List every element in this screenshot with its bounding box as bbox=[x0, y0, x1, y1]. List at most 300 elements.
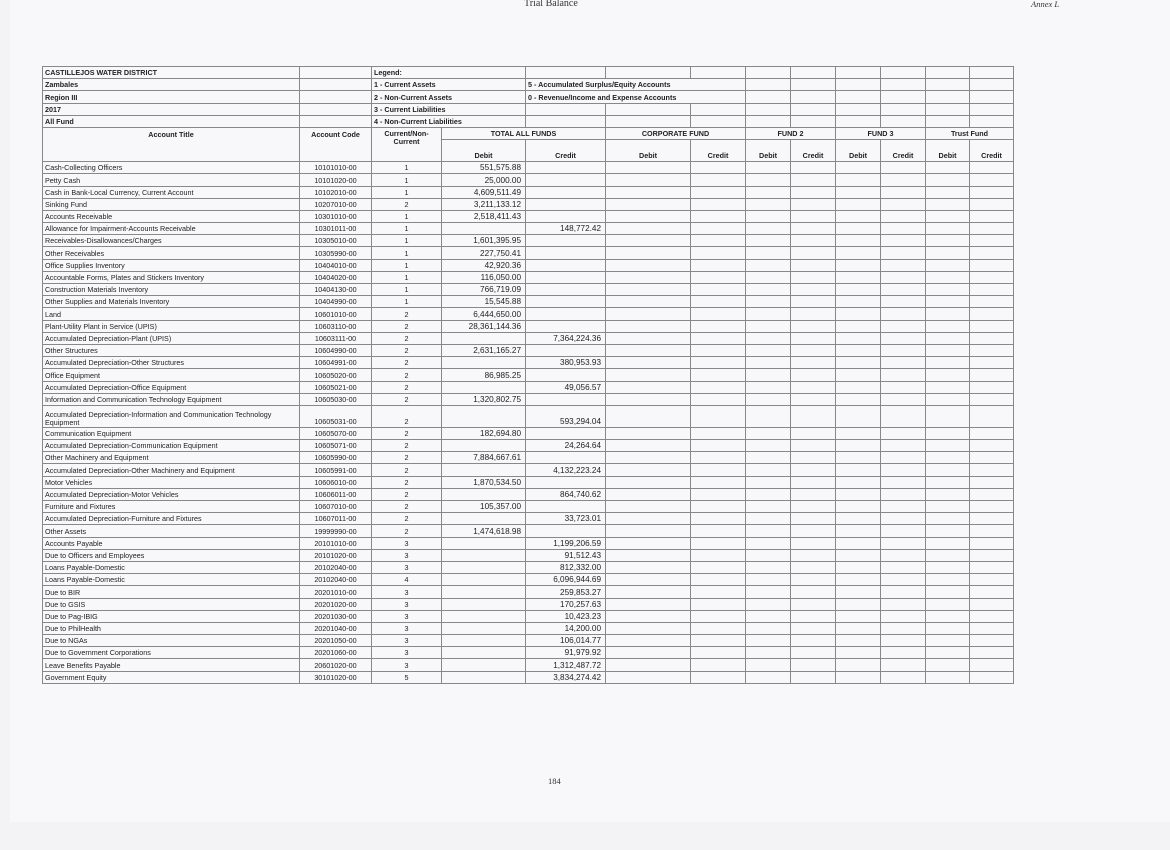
empty-fund-cell bbox=[926, 549, 970, 561]
empty-fund-cell bbox=[791, 513, 836, 525]
empty-fund-cell bbox=[791, 284, 836, 296]
current-noncurrent: 2 bbox=[372, 440, 442, 452]
current-noncurrent: 2 bbox=[372, 525, 442, 537]
fund3-header: FUND 3 bbox=[836, 127, 926, 139]
empty-fund-cell bbox=[691, 537, 746, 549]
empty-fund-cell bbox=[791, 405, 836, 427]
empty-fund-cell bbox=[881, 210, 926, 222]
empty-fund-cell bbox=[836, 174, 881, 186]
account-code: 19999990-00 bbox=[300, 525, 372, 537]
debit-amount: 4,609,511.49 bbox=[442, 186, 526, 198]
empty-fund-cell bbox=[691, 186, 746, 198]
empty-fund-cell bbox=[691, 174, 746, 186]
account-code: 20201050-00 bbox=[300, 635, 372, 647]
empty-fund-cell bbox=[606, 464, 691, 476]
empty-fund-cell bbox=[606, 647, 691, 659]
empty-fund-cell bbox=[881, 574, 926, 586]
account-title: Accumulated Depreciation-Furniture and Fixtures bbox=[43, 513, 300, 525]
empty-fund-cell bbox=[606, 271, 691, 283]
debit-amount: 766,719.09 bbox=[442, 284, 526, 296]
debit-amount bbox=[442, 647, 526, 659]
empty-fund-cell bbox=[746, 284, 791, 296]
empty-fund-cell bbox=[881, 247, 926, 259]
empty-fund-cell bbox=[970, 247, 1014, 259]
empty-fund-cell bbox=[791, 549, 836, 561]
empty-fund-cell bbox=[881, 271, 926, 283]
empty-fund-cell bbox=[691, 622, 746, 634]
empty-fund-cell bbox=[606, 381, 691, 393]
empty-fund-cell bbox=[881, 671, 926, 683]
table-row bbox=[43, 647, 1014, 659]
account-code: 20101020-00 bbox=[300, 549, 372, 561]
empty-fund-cell bbox=[746, 332, 791, 344]
empty-fund-cell bbox=[970, 561, 1014, 573]
empty-fund-cell bbox=[606, 659, 691, 671]
empty-fund-cell bbox=[970, 405, 1014, 427]
empty-fund-cell bbox=[836, 186, 881, 198]
empty-fund-cell bbox=[881, 586, 926, 598]
debit-amount: 2,631,165.27 bbox=[442, 344, 526, 356]
empty-fund-cell bbox=[926, 296, 970, 308]
empty-fund-cell bbox=[691, 393, 746, 405]
empty-fund-cell bbox=[836, 308, 881, 320]
empty-fund-cell bbox=[970, 647, 1014, 659]
current-noncurrent-header: Current/Non-Current bbox=[372, 127, 442, 161]
debit-amount bbox=[442, 586, 526, 598]
empty-fund-cell bbox=[970, 598, 1014, 610]
account-title: Due to Pag-IBIG bbox=[43, 610, 300, 622]
account-title: Accumulated Depreciation-Other Structures bbox=[43, 357, 300, 369]
current-noncurrent: 2 bbox=[372, 452, 442, 464]
empty-fund-cell bbox=[970, 393, 1014, 405]
credit-amount: 593,294.04 bbox=[526, 405, 606, 427]
table-row bbox=[43, 320, 1014, 332]
empty-fund-cell bbox=[791, 574, 836, 586]
region: Region III bbox=[43, 91, 300, 103]
credit-amount: 91,979.92 bbox=[526, 647, 606, 659]
debit-amount: 15,545.88 bbox=[442, 296, 526, 308]
empty-fund-cell bbox=[606, 405, 691, 427]
empty-fund-cell bbox=[746, 610, 791, 622]
empty-fund-cell bbox=[836, 369, 881, 381]
debit-amount bbox=[442, 381, 526, 393]
account-title: Plant-Utility Plant in Service (UPIS) bbox=[43, 320, 300, 332]
account-title: Loans Payable-Domestic bbox=[43, 574, 300, 586]
empty-fund-cell bbox=[970, 610, 1014, 622]
empty-fund-cell bbox=[746, 369, 791, 381]
empty-fund-cell bbox=[926, 671, 970, 683]
empty-fund-cell bbox=[791, 671, 836, 683]
table-row bbox=[43, 186, 1014, 198]
credit-amount bbox=[526, 284, 606, 296]
empty-fund-cell bbox=[791, 427, 836, 439]
empty-fund-cell bbox=[970, 549, 1014, 561]
empty-fund-cell bbox=[606, 210, 691, 222]
account-title: Information and Communication Technology Equipment bbox=[43, 393, 300, 405]
empty-fund-cell bbox=[926, 501, 970, 513]
empty-fund-cell bbox=[970, 488, 1014, 500]
empty-fund-cell bbox=[836, 549, 881, 561]
empty-fund-cell bbox=[881, 464, 926, 476]
debit-amount: 1,320,802.75 bbox=[442, 393, 526, 405]
table-row bbox=[43, 247, 1014, 259]
debit-amount: 1,474,618.98 bbox=[442, 525, 526, 537]
current-noncurrent: 1 bbox=[372, 210, 442, 222]
empty-fund-cell bbox=[970, 344, 1014, 356]
empty-fund-cell bbox=[881, 381, 926, 393]
empty-fund-cell bbox=[926, 332, 970, 344]
empty-fund-cell bbox=[791, 210, 836, 222]
empty-fund-cell bbox=[881, 501, 926, 513]
empty-fund-cell bbox=[691, 405, 746, 427]
current-noncurrent: 2 bbox=[372, 344, 442, 356]
current-noncurrent: 1 bbox=[372, 223, 442, 235]
current-noncurrent: 2 bbox=[372, 476, 442, 488]
table-row bbox=[43, 344, 1014, 356]
current-noncurrent: 2 bbox=[372, 369, 442, 381]
account-code: 20201040-00 bbox=[300, 622, 372, 634]
empty-fund-cell bbox=[746, 427, 791, 439]
empty-fund-cell bbox=[791, 647, 836, 659]
empty-fund-cell bbox=[791, 259, 836, 271]
empty-fund-cell bbox=[881, 284, 926, 296]
empty-fund-cell bbox=[836, 488, 881, 500]
table-row bbox=[43, 610, 1014, 622]
current-noncurrent: 1 bbox=[372, 296, 442, 308]
empty-fund-cell bbox=[746, 162, 791, 174]
empty-fund-cell bbox=[791, 296, 836, 308]
trial-balance-table bbox=[42, 66, 1014, 684]
debit-header: Debit bbox=[606, 140, 691, 162]
empty-fund-cell bbox=[881, 223, 926, 235]
empty-fund-cell bbox=[746, 647, 791, 659]
empty-fund-cell bbox=[691, 198, 746, 210]
empty-fund-cell bbox=[606, 393, 691, 405]
empty-fund-cell bbox=[791, 586, 836, 598]
empty-fund-cell bbox=[746, 344, 791, 356]
table-row bbox=[43, 440, 1014, 452]
empty-fund-cell bbox=[836, 162, 881, 174]
empty-fund-cell bbox=[970, 381, 1014, 393]
empty-fund-cell bbox=[746, 537, 791, 549]
table-row bbox=[43, 586, 1014, 598]
empty-fund-cell bbox=[926, 464, 970, 476]
account-code: 10605020-00 bbox=[300, 369, 372, 381]
account-code: 10603110-00 bbox=[300, 320, 372, 332]
empty-fund-cell bbox=[606, 344, 691, 356]
empty-fund-cell bbox=[881, 332, 926, 344]
account-title: Accumulated Depreciation-Information and Communication Technology Equipment bbox=[43, 405, 300, 427]
account-code: 10601010-00 bbox=[300, 308, 372, 320]
empty-fund-cell bbox=[970, 235, 1014, 247]
current-noncurrent: 2 bbox=[372, 357, 442, 369]
account-title: Accumulated Depreciation-Motor Vehicles bbox=[43, 488, 300, 500]
empty-fund-cell bbox=[746, 440, 791, 452]
account-code: 10404990-00 bbox=[300, 296, 372, 308]
empty-fund-cell bbox=[606, 198, 691, 210]
account-title: Office Supplies Inventory bbox=[43, 259, 300, 271]
empty-fund-cell bbox=[970, 174, 1014, 186]
total-all-funds-header: TOTAL ALL FUNDS bbox=[442, 127, 606, 139]
credit-amount: 6,096,944.69 bbox=[526, 574, 606, 586]
credit-amount bbox=[526, 198, 606, 210]
account-title: Accounts Payable bbox=[43, 537, 300, 549]
credit-amount: 170,257.63 bbox=[526, 598, 606, 610]
empty-fund-cell bbox=[881, 610, 926, 622]
current-noncurrent: 2 bbox=[372, 332, 442, 344]
table-row bbox=[43, 537, 1014, 549]
account-title: Due to GSIS bbox=[43, 598, 300, 610]
credit-amount: 7,364,224.36 bbox=[526, 332, 606, 344]
empty-fund-cell bbox=[881, 320, 926, 332]
empty-fund-cell bbox=[836, 427, 881, 439]
account-code: 10305010-00 bbox=[300, 235, 372, 247]
empty-fund-cell bbox=[691, 561, 746, 573]
debit-amount bbox=[442, 223, 526, 235]
empty-fund-cell bbox=[606, 162, 691, 174]
account-code: 10301011-00 bbox=[300, 223, 372, 235]
empty-fund-cell bbox=[881, 393, 926, 405]
empty-fund-cell bbox=[791, 223, 836, 235]
credit-amount: 106,014.77 bbox=[526, 635, 606, 647]
empty-fund-cell bbox=[926, 488, 970, 500]
empty-fund-cell bbox=[606, 488, 691, 500]
credit-amount bbox=[526, 174, 606, 186]
empty-fund-cell bbox=[691, 381, 746, 393]
empty-fund-cell bbox=[606, 574, 691, 586]
empty-fund-cell bbox=[836, 452, 881, 464]
current-noncurrent: 2 bbox=[372, 308, 442, 320]
account-title: Office Equipment bbox=[43, 369, 300, 381]
debit-amount bbox=[442, 440, 526, 452]
account-code: 10607011-00 bbox=[300, 513, 372, 525]
debit-amount: 551,575.88 bbox=[442, 162, 526, 174]
entity-name: CASTILLEJOS WATER DISTRICT bbox=[43, 67, 300, 79]
empty-fund-cell bbox=[926, 537, 970, 549]
current-noncurrent: 1 bbox=[372, 271, 442, 283]
empty-fund-cell bbox=[746, 525, 791, 537]
empty-fund-cell bbox=[606, 525, 691, 537]
empty-fund-cell bbox=[881, 259, 926, 271]
legend-title: Legend: bbox=[372, 67, 526, 79]
empty-fund-cell bbox=[691, 308, 746, 320]
empty-fund-cell bbox=[970, 320, 1014, 332]
empty-fund-cell bbox=[606, 610, 691, 622]
account-code: 10404010-00 bbox=[300, 259, 372, 271]
credit-amount bbox=[526, 296, 606, 308]
current-noncurrent: 1 bbox=[372, 259, 442, 271]
empty-fund-cell bbox=[691, 647, 746, 659]
empty-fund-cell bbox=[926, 635, 970, 647]
debit-header: Debit bbox=[746, 140, 791, 162]
empty-fund-cell bbox=[926, 235, 970, 247]
empty-fund-cell bbox=[926, 320, 970, 332]
empty-fund-cell bbox=[691, 344, 746, 356]
empty-fund-cell bbox=[836, 405, 881, 427]
table-row bbox=[43, 476, 1014, 488]
empty-fund-cell bbox=[881, 344, 926, 356]
empty-fund-cell bbox=[926, 344, 970, 356]
empty-fund-cell bbox=[746, 671, 791, 683]
empty-fund-cell bbox=[746, 586, 791, 598]
empty-fund-cell bbox=[746, 452, 791, 464]
table-row bbox=[43, 332, 1014, 344]
empty-fund-cell bbox=[791, 501, 836, 513]
empty-fund-cell bbox=[926, 622, 970, 634]
empty-fund-cell bbox=[836, 344, 881, 356]
credit-amount: 1,312,487.72 bbox=[526, 659, 606, 671]
empty-fund-cell bbox=[746, 235, 791, 247]
empty-fund-cell bbox=[606, 598, 691, 610]
account-code: 10605071-00 bbox=[300, 440, 372, 452]
credit-amount: 1,199,206.59 bbox=[526, 537, 606, 549]
account-code: 10605031-00 bbox=[300, 405, 372, 427]
empty-fund-cell bbox=[836, 332, 881, 344]
debit-header: Debit bbox=[442, 140, 526, 162]
empty-fund-cell bbox=[926, 610, 970, 622]
empty-fund-cell bbox=[881, 308, 926, 320]
debit-header: Debit bbox=[926, 140, 970, 162]
debit-amount bbox=[442, 574, 526, 586]
empty-fund-cell bbox=[791, 561, 836, 573]
account-title: Loans Payable-Domestic bbox=[43, 561, 300, 573]
legend-item: 1 - Current Assets bbox=[372, 79, 526, 91]
info-row bbox=[43, 79, 1014, 91]
credit-amount: 49,056.57 bbox=[526, 381, 606, 393]
credit-header: Credit bbox=[691, 140, 746, 162]
empty-fund-cell bbox=[791, 537, 836, 549]
empty-fund-cell bbox=[836, 271, 881, 283]
year: 2017 bbox=[43, 103, 300, 115]
table-row bbox=[43, 488, 1014, 500]
empty-fund-cell bbox=[881, 561, 926, 573]
debit-amount: 1,601,395.95 bbox=[442, 235, 526, 247]
empty-fund-cell bbox=[606, 440, 691, 452]
empty-fund-cell bbox=[881, 198, 926, 210]
empty-fund-cell bbox=[881, 635, 926, 647]
empty-fund-cell bbox=[881, 525, 926, 537]
page-number: 184 bbox=[548, 776, 561, 786]
credit-amount bbox=[526, 259, 606, 271]
empty-fund-cell bbox=[691, 259, 746, 271]
current-noncurrent: 3 bbox=[372, 537, 442, 549]
account-code: 10605030-00 bbox=[300, 393, 372, 405]
account-title: Land bbox=[43, 308, 300, 320]
credit-amount: 148,772.42 bbox=[526, 223, 606, 235]
account-code: 10606011-00 bbox=[300, 488, 372, 500]
document-title: Trial Balance bbox=[524, 0, 578, 9]
debit-amount bbox=[442, 549, 526, 561]
empty-fund-cell bbox=[926, 271, 970, 283]
empty-fund-cell bbox=[881, 296, 926, 308]
debit-amount bbox=[442, 513, 526, 525]
empty-fund-cell bbox=[881, 476, 926, 488]
account-title: Government Equity bbox=[43, 671, 300, 683]
empty-fund-cell bbox=[746, 357, 791, 369]
empty-fund-cell bbox=[606, 549, 691, 561]
empty-fund-cell bbox=[746, 223, 791, 235]
debit-amount bbox=[442, 332, 526, 344]
credit-amount bbox=[526, 210, 606, 222]
empty-fund-cell bbox=[926, 405, 970, 427]
current-noncurrent: 3 bbox=[372, 622, 442, 634]
account-code: 10101020-00 bbox=[300, 174, 372, 186]
empty-fund-cell bbox=[836, 210, 881, 222]
credit-amount: 259,853.27 bbox=[526, 586, 606, 598]
empty-fund-cell bbox=[836, 198, 881, 210]
credit-amount: 380,953.93 bbox=[526, 357, 606, 369]
table-row bbox=[43, 513, 1014, 525]
empty-fund-cell bbox=[746, 198, 791, 210]
empty-fund-cell bbox=[881, 162, 926, 174]
empty-fund-cell bbox=[926, 259, 970, 271]
credit-amount bbox=[526, 525, 606, 537]
empty-fund-cell bbox=[691, 464, 746, 476]
empty-fund-cell bbox=[691, 671, 746, 683]
empty-fund-cell bbox=[606, 296, 691, 308]
empty-fund-cell bbox=[746, 247, 791, 259]
empty-fund-cell bbox=[691, 369, 746, 381]
empty-fund-cell bbox=[691, 357, 746, 369]
empty-fund-cell bbox=[881, 488, 926, 500]
table-row bbox=[43, 501, 1014, 513]
empty-fund-cell bbox=[970, 271, 1014, 283]
account-code: 10301010-00 bbox=[300, 210, 372, 222]
table-row bbox=[43, 549, 1014, 561]
empty-fund-cell bbox=[746, 393, 791, 405]
annex-label: Annex L bbox=[1031, 0, 1060, 9]
current-noncurrent: 2 bbox=[372, 198, 442, 210]
current-noncurrent: 2 bbox=[372, 488, 442, 500]
info-row bbox=[43, 115, 1014, 127]
legend-item: 5 - Accumulated Surplus/Equity Accounts bbox=[526, 79, 746, 91]
account-title: Other Supplies and Materials Inventory bbox=[43, 296, 300, 308]
current-noncurrent: 3 bbox=[372, 610, 442, 622]
current-noncurrent: 3 bbox=[372, 586, 442, 598]
credit-amount: 4,132,223.24 bbox=[526, 464, 606, 476]
empty-fund-cell bbox=[606, 513, 691, 525]
current-noncurrent: 5 bbox=[372, 671, 442, 683]
empty-fund-cell bbox=[836, 659, 881, 671]
current-noncurrent: 3 bbox=[372, 549, 442, 561]
empty-fund-cell bbox=[970, 259, 1014, 271]
empty-fund-cell bbox=[881, 647, 926, 659]
current-noncurrent: 2 bbox=[372, 405, 442, 427]
empty-fund-cell bbox=[970, 537, 1014, 549]
empty-fund-cell bbox=[691, 320, 746, 332]
empty-fund-cell bbox=[926, 308, 970, 320]
account-title: Allowance for Impairment-Accounts Receivable bbox=[43, 223, 300, 235]
empty-fund-cell bbox=[606, 235, 691, 247]
empty-fund-cell bbox=[791, 381, 836, 393]
empty-fund-cell bbox=[691, 586, 746, 598]
credit-amount bbox=[526, 476, 606, 488]
credit-header: Credit bbox=[791, 140, 836, 162]
account-title: Other Receivables bbox=[43, 247, 300, 259]
empty-fund-cell bbox=[791, 635, 836, 647]
empty-fund-cell bbox=[791, 247, 836, 259]
empty-fund-cell bbox=[926, 162, 970, 174]
account-code: 10605021-00 bbox=[300, 381, 372, 393]
debit-amount bbox=[442, 357, 526, 369]
account-title: Cash in Bank-Local Currency, Current Account bbox=[43, 186, 300, 198]
fund2-header: FUND 2 bbox=[746, 127, 836, 139]
legend-item: 4 - Non-Current Liabilities bbox=[372, 115, 526, 127]
account-title: Accountable Forms, Plates and Stickers Inventory bbox=[43, 271, 300, 283]
current-noncurrent: 3 bbox=[372, 598, 442, 610]
table-row bbox=[43, 525, 1014, 537]
empty-fund-cell bbox=[606, 671, 691, 683]
